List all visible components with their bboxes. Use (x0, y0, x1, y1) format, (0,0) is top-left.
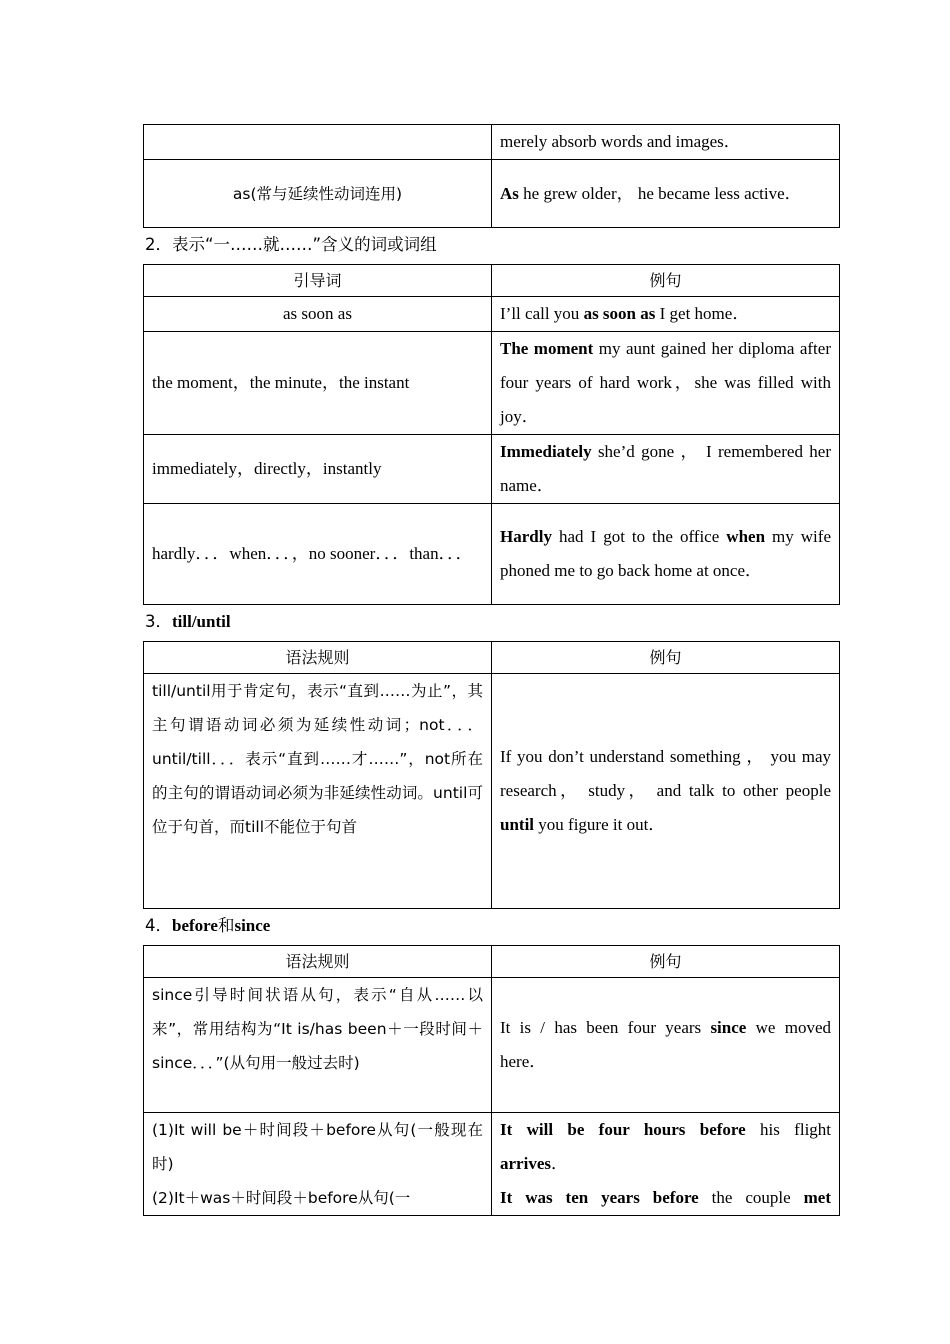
table-cell (144, 160, 492, 228)
cell-text: she’d gone ， I remembered her name． (500, 442, 831, 495)
table-cell (492, 125, 840, 160)
column-header: 例句 (492, 642, 840, 674)
bold-text: when (726, 527, 766, 546)
cell-text: If you don’t understand something ， you may research， study， and talk to other people (500, 747, 831, 800)
till-until-table (143, 641, 840, 909)
table-cell (492, 504, 840, 605)
table-cell (492, 1113, 840, 1216)
cell-text: since引导时间状语从句，表示“自从……以来”，常用结构为“It is/has been＋一段时间＋since．．．”(从句用一般过去时) (152, 986, 483, 1072)
bold-text: It will be four hours before (500, 1120, 746, 1139)
cell-text: my aunt gained her diploma after four years of hard work，she was filled with joy． (500, 339, 831, 426)
heading-number: 4． (145, 916, 172, 935)
cell-text: his flight (745, 1120, 832, 1139)
cell-text: till/until用于肯定句，表示“直到……为止”，其主句谓语动词必须为延续性动词；not．．．until/till．．．表示“直到……才……”，not所在的主句的谓语动词必须为非延续性动词。until可位于句首，而till不能位于句首 (152, 682, 483, 836)
bold-text: since (710, 1018, 747, 1037)
column-header: 例句 (492, 265, 840, 297)
immediately-table (143, 264, 840, 605)
heading-number: 3． (145, 612, 172, 631)
cell-text: ． (550, 1154, 568, 1173)
table-cell (144, 332, 492, 435)
cell-text: merely absorb words and images． (500, 132, 741, 151)
cell-text: had I got to the office (551, 527, 727, 546)
table-cell (492, 332, 840, 435)
before-since-table (143, 945, 840, 1216)
section-heading (143, 909, 807, 945)
bold-text: Immediately (500, 442, 592, 461)
cell-text: as(常与延续性动词连用) (232, 184, 403, 203)
cell-text: hardly．．．when．．．，no sooner．．．than．．． (152, 544, 473, 563)
cell-text: you figure it out． (534, 815, 666, 834)
table-cell (144, 1113, 492, 1216)
cell-text: immediately，directly，instantly (152, 459, 382, 478)
heading-bold: before (172, 916, 218, 935)
bold-text: Hardly (500, 527, 552, 546)
heading-bold: till/until (172, 612, 231, 631)
bold-text: arrives (500, 1154, 551, 1173)
table-cell (492, 297, 840, 332)
table-cell (492, 674, 840, 909)
table-cell (144, 674, 492, 909)
bold-text: met (803, 1188, 831, 1207)
table-cell (492, 435, 840, 504)
cell-text: the moment，the minute，the instant (152, 373, 410, 392)
table-cell (492, 978, 840, 1113)
table-cell (144, 435, 492, 504)
section-heading: 2．表示“一……就……”含义的词或词组 (145, 235, 437, 254)
table-cell (144, 978, 492, 1113)
cell-text: It is / has been four years (500, 1018, 711, 1037)
cell-text: we moved here． (500, 1018, 832, 1071)
table-cell (144, 125, 492, 160)
heading-bold: since (234, 916, 271, 935)
bold-text: as soon as (583, 304, 656, 323)
bold-text: The moment (500, 339, 594, 358)
document-page (143, 124, 832, 1216)
column-header: 语法规则 (144, 946, 492, 978)
column-header: 语法规则 (144, 642, 492, 674)
cell-text: my wife phoned me to go back home at once． (500, 527, 831, 580)
as-usage-table (143, 124, 840, 228)
bold-text: It was ten years before (500, 1188, 699, 1207)
bold-text: until (500, 815, 535, 834)
cell-text: the couple (698, 1188, 804, 1207)
section-heading (143, 605, 807, 641)
table-cell (144, 504, 492, 605)
cell-text: (2)It＋was＋时间段＋before从句(一 (152, 1189, 411, 1207)
cell-text: he grew older， he became less active． (518, 183, 802, 203)
heading-text: 和 (217, 916, 235, 935)
cell-text: I get home． (655, 304, 750, 323)
table-cell (144, 297, 492, 332)
column-header: 例句 (492, 946, 840, 978)
cell-text: (1)It will be＋时间段＋before从句(一般现在时) (152, 1121, 483, 1173)
table-cell (492, 160, 840, 228)
column-header: 引导词 (144, 265, 492, 297)
cell-text: I’ll call you (500, 304, 584, 323)
bold-text: As (500, 183, 519, 203)
cell-text: as soon as (283, 304, 352, 323)
